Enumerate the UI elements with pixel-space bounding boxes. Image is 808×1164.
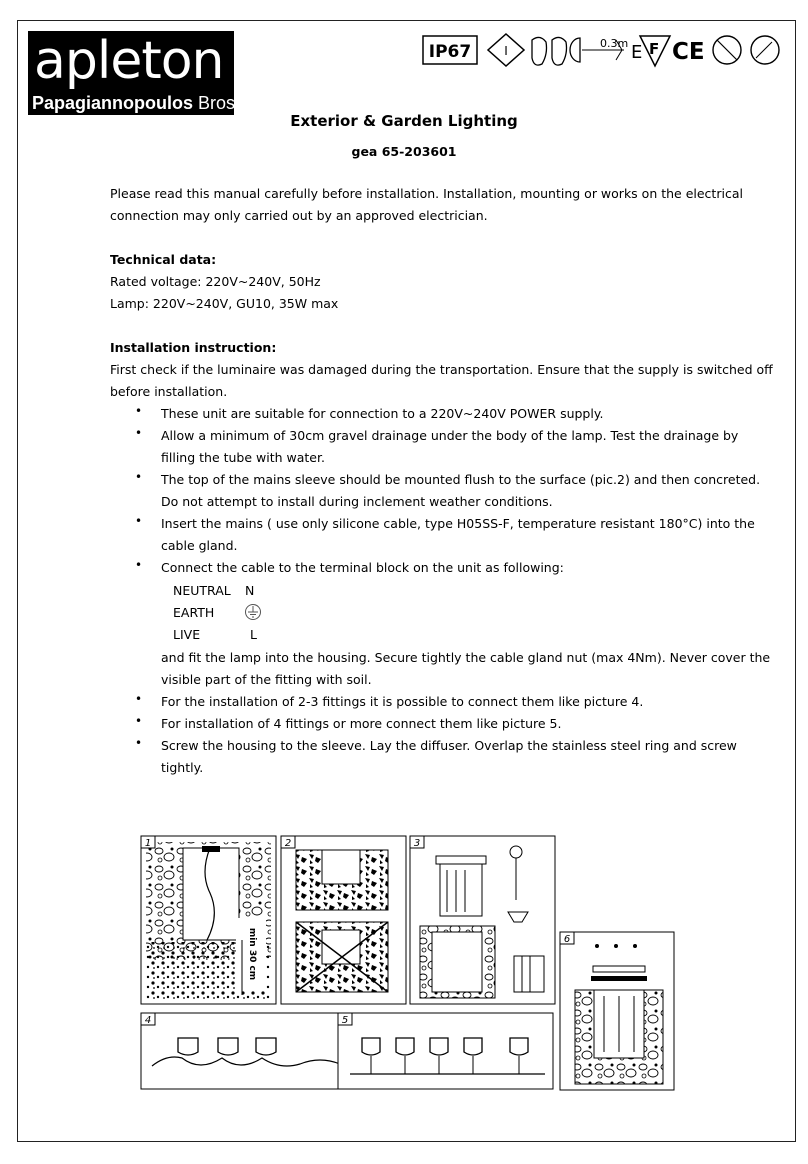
figure-5-number: 5 [341, 1015, 349, 1026]
bullet: • [135, 736, 143, 750]
ce-mark: CE [672, 39, 705, 65]
instruction-line: The top of the mains sleeve should be mounted flush to the surface (pic.2) and then concreted. [161, 472, 761, 487]
figure-3-wiring [410, 836, 555, 1004]
figure-6-number: 6 [563, 934, 571, 945]
installation-heading: Installation instruction: [110, 340, 277, 355]
bullet: • [135, 714, 143, 728]
figure-2-number: 2 [284, 838, 292, 849]
brand-sub-light: Bros [198, 93, 236, 113]
brand-sub-bold: Papagiannopoulos [32, 93, 194, 113]
instruction-line: Screw the housing to the sleeve. Lay the diffuser. Overlap the stainless steel ring and screw [161, 738, 737, 753]
bullet: • [135, 692, 143, 706]
terminal-earth-label: EARTH [173, 605, 215, 620]
instruction-line: Connect the cable to the terminal block on the unit as following: [161, 560, 564, 575]
figure-4-chain-connection [141, 1013, 359, 1089]
terminal-live-code: L [250, 627, 257, 642]
ip-rating: IP67 [428, 42, 472, 62]
installation-intro: before installation. [110, 384, 228, 399]
installation-intro: First check if the luminaire was damaged during the transportation. Ensure that the supply is switched off [110, 362, 773, 377]
instruction-line: Allow a minimum of 30cm gravel drainage under the body of the lamp. Test the drainage by [161, 428, 739, 443]
bullet: • [135, 404, 143, 418]
instruction-line: tightly. [161, 760, 204, 775]
brand-name: apleton [34, 31, 224, 91]
rated-voltage: Rated voltage: 220V~240V, 50Hz [110, 274, 321, 289]
figure-1-sleeve-depth [141, 836, 276, 1004]
e-mark: E [631, 42, 643, 63]
svg-text:F: F [649, 40, 660, 58]
instruction-line: and fit the lamp into the housing. Secure tightly the cable gland nut (max 4Nm). Never cover the [161, 650, 771, 665]
technical-heading: Technical data: [110, 252, 217, 267]
intro-line: Please read this manual carefully before installation. Installation, mounting or works on the electrical [110, 186, 743, 201]
distance-value: 0.3m [600, 37, 629, 50]
instruction-line: For the installation of 2-3 fittings it is possible to connect them like picture 4. [161, 694, 644, 709]
bullet: • [135, 426, 143, 440]
lamp-spec: Lamp: 220V~240V, GU10, 35W max [110, 296, 339, 311]
figure-2-flush-mount [281, 836, 406, 1004]
instruction-line: Do not attempt to install during inclement weather conditions. [161, 494, 553, 509]
instruction-line: filling the tube with water. [161, 450, 325, 465]
intro-line: connection may only carried out by an approved electrician. [110, 208, 488, 223]
terminal-neutral-label: NEUTRAL [173, 583, 231, 598]
figure-6-assembly [560, 932, 674, 1090]
instruction-line: These unit are suitable for connection to a 220V~240V POWER supply. [161, 406, 604, 421]
svg-text:I: I [504, 44, 508, 58]
bullet: • [135, 558, 143, 572]
model-number: gea 65-203601 [351, 144, 457, 159]
bullet: • [135, 514, 143, 528]
figure-4-number: 4 [144, 1015, 152, 1026]
figure-1-number: 1 [144, 838, 152, 849]
terminal-neutral-code: N [245, 583, 255, 598]
instruction-line: For installation of 4 fittings or more connect them like picture 5. [161, 716, 562, 731]
instruction-line: cable gland. [161, 538, 238, 553]
terminal-live-label: LIVE [173, 627, 201, 642]
figure-3-number: 3 [413, 838, 421, 849]
instruction-line: Insert the mains ( use only silicone cable, type H05SS-F, temperature resistant 180°C) into the [161, 516, 755, 531]
figure-5-star-connection [338, 1013, 553, 1089]
bullet: • [135, 470, 143, 484]
figure-1-depth-label: min 30 cm [247, 927, 257, 981]
instruction-line: visible part of the fitting with soil. [161, 672, 372, 687]
document-title: Exterior & Garden Lighting [290, 112, 518, 130]
